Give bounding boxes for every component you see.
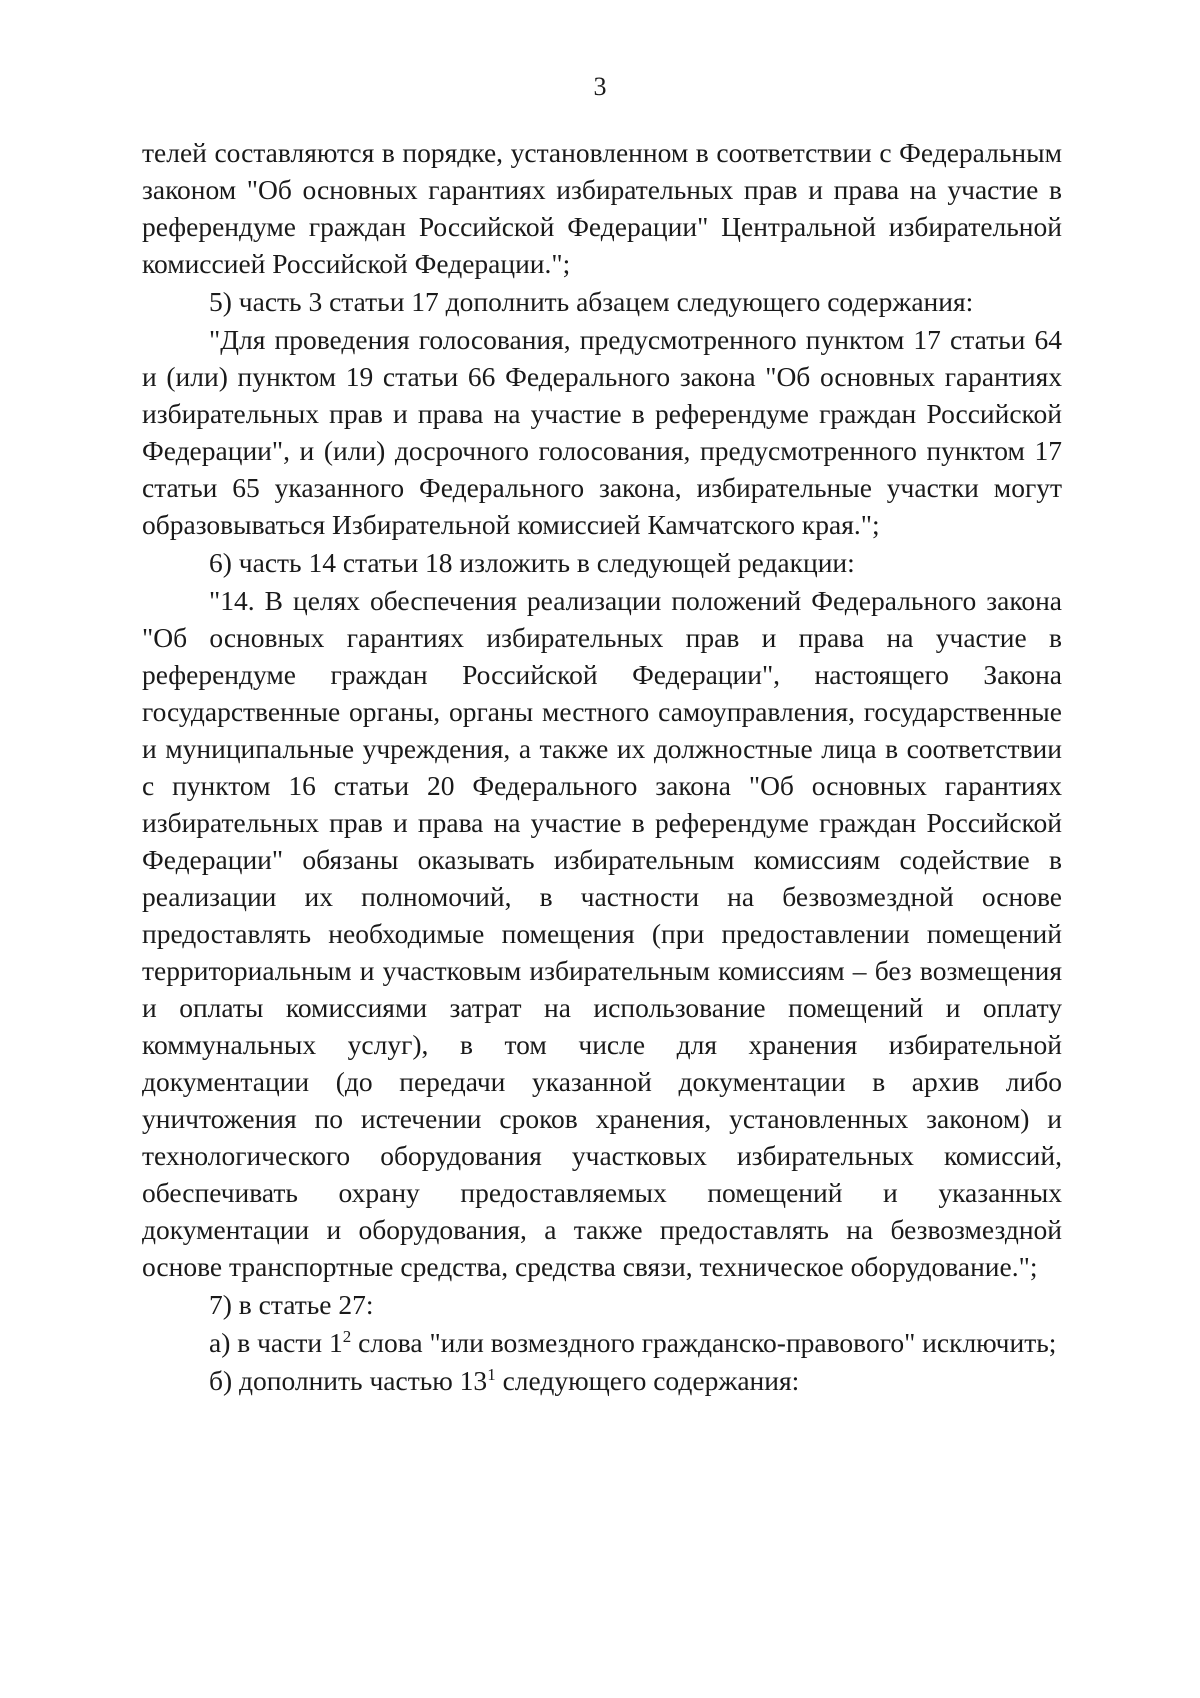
paragraph-item-7a-before: а) в части 1 — [209, 1327, 343, 1358]
paragraph-item-6: 6) часть 14 статьи 18 изложить в следующей редакции: — [209, 547, 855, 578]
document-body — [142, 134, 1062, 1399]
paragraph-continuation: телей составляются в порядке, установленном в соответствии с Федеральным законом "Об основных гарантиях избирательных прав и права на участие в референдуме граждан Российской Федерации" Центральной избирательной комиссией Российской Федерации."; — [142, 137, 1062, 279]
paragraph-item-5-text: "Для проведения голосования, предусмотренного пунктом 17 статьи 64 и (или) пунктом 19 статьи 66 Федерального закона "Об основных гарантиях избирательных прав и права на участие в референдуме граждан Российской Федерации", и (или) досрочного голосования, предусмотренного пунктом 17 статьи 65 указанного Федерального закона, избирательные участки могут образовываться Избирательной комиссией Камчатского края."; — [142, 324, 1062, 540]
paragraph-item-7b — [142, 1362, 1062, 1399]
paragraph-item-7b-before: б) дополнить частью 13 — [209, 1365, 488, 1396]
page-number: 3 — [593, 72, 607, 101]
paragraph-item-5: 5) часть 3 статьи 17 дополнить абзацем следующего содержания: — [209, 286, 974, 317]
superscript-marker: 2 — [342, 1326, 352, 1346]
paragraph-item-7a — [142, 1324, 1062, 1361]
paragraph-item-7: 7) в статье 27: — [209, 1289, 374, 1320]
superscript-marker: 1 — [487, 1364, 496, 1384]
paragraph-item-7a-after: слова "или возмездного гражданско-правового" исключить; — [351, 1327, 1057, 1358]
paragraph-item-7b-after: следующего содержания: — [495, 1365, 800, 1396]
paragraph-item-6-text: "14. В целях обеспечения реализации положений Федерального закона "Об основных гарантиях избирательных прав и права на участие в референдуме граждан Российской Федерации", настоящего Закона государственные органы, органы местного самоуправления, государственные и муниципальные учреждения, а также их должностные лица в соответствии с пунктом 16 статьи 20 Федерального закона "Об основных гарантиях избирательных прав и права на участие в референдуме граждан Российской Федерации" обязаны оказывать избирательным комиссиям содействие в реализации их полномочий, в частности на безвозмездной основе предоставлять необходимые помещения (при предоставлении помещений территориальным и участковым избирательным комиссиям – без возмещения и оплаты комиссиями затрат на использование помещений и оплату коммунальных услуг), в том числе для хранения избирательной документации (до передачи указанной документации в архив либо уничтожения по истечении сроков хранения, установленных законом) и технологического оборудования участковых избирательных комиссий, обеспечивать охрану предоставляемых помещений и указанных документации и оборудования, а также предоставлять на безвозмездной основе транспортные средства, средства связи, техническое оборудование."; — [142, 585, 1062, 1282]
